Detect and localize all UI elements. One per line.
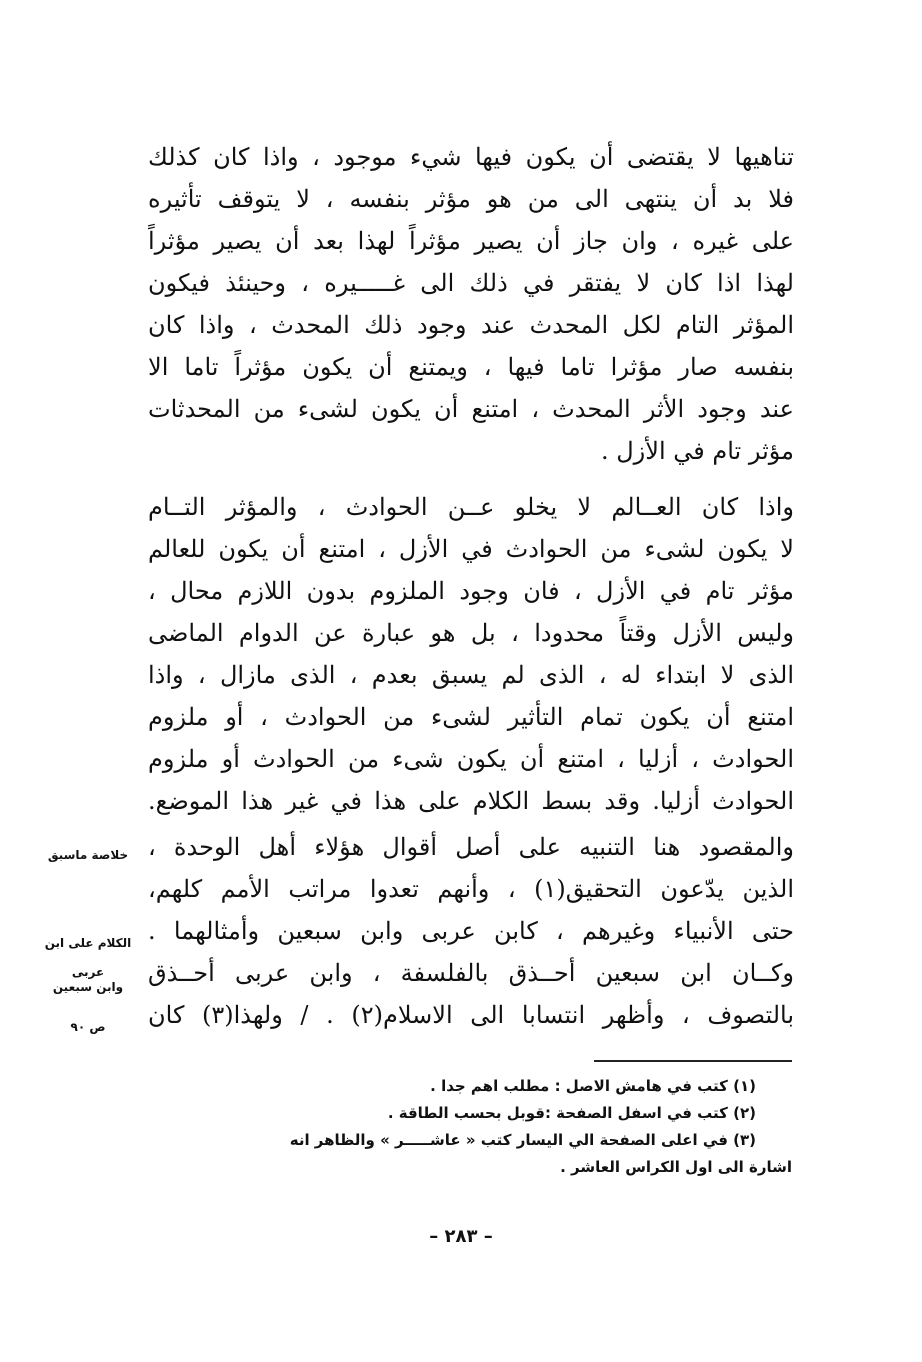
text-line: الحوادث أزليا. وقد بسط الكلام على هذا في غير هذا الموضع.: [148, 787, 794, 815]
text-line: عند وجود الأثر المحدث ، امتنع أن يكون لشىء من المحدثات: [148, 395, 794, 423]
margin-note-ibn-arabi: [30, 936, 146, 995]
footnote-1: (١) كتب في هامش الاصل : مطلب اهم جدا .: [430, 1077, 756, 1095]
footnote-2: (٢) كتب في اسفل الصفحة :قوبل بحسب الطاقة .: [387, 1104, 756, 1122]
text-line: لا يكون لشىء من الحوادث في الأزل ، امتنع أن يكون للعالم: [148, 535, 794, 563]
text-line: امتنع أن يكون تمام التأثير لشىء من الحوادث ، أو ملزوم: [148, 703, 794, 731]
footnote-3: (٣) في اعلى الصفحة الي اليسار كتب « عاشـــــر » والظاهر انه: [289, 1131, 756, 1149]
text-line: الحوادث ، أزليا ، امتنع أن يكون شىء من الحوادث أو ملزوم: [148, 745, 794, 773]
margin-note-summary-text: خلاصة ماسبق: [47, 848, 129, 862]
text-line: على غيره ، وان جاز أن يصير مؤثراً لهذا بعد أن يصير مؤثراً: [148, 227, 794, 255]
margin-note-page-ref: [30, 1020, 146, 1035]
text-line: الذى لا ابتداء له ، الذى لم يسبق بعدم ، الذى مازال ، واذا: [148, 661, 794, 689]
text-line: مؤثر تام في الأزل .: [600, 437, 794, 465]
text-line: حتى الأنبياء وغيرهم ، كابن عربى وابن سبعين وأمثالهما .: [148, 917, 794, 945]
text-line: وليس الأزل وقتاً محدودا ، بل هو عبارة عن الدوام الماضى: [148, 619, 794, 647]
text-line: لهذا اذا كان لا يفتقر في ذلك الى غـــــيره ، وحينئذ فيكون: [148, 269, 794, 297]
footnote-3-continuation: اشارة الى اول الكراس العاشر .: [560, 1158, 792, 1176]
margin-note-ibn-arabi-line2: عربى: [71, 965, 105, 979]
text-line: المؤثر التام لكل المحدث عند وجود ذلك المحدث ، واذا كان: [148, 311, 794, 339]
text-line: واذا كان العــالم لا يخلو عــن الحوادث ، والمؤثر التــام: [148, 493, 794, 521]
text-line: مؤثر تام في الأزل ، فان وجود الملزوم بدون اللازم محال ،: [148, 577, 794, 605]
text-line: الذين يدّعون التحقيق(١) ، وأنهم تعدوا مراتب الأمم كلهم،: [148, 875, 794, 903]
footnotes: [150, 1073, 792, 1181]
paragraph-gap: [148, 472, 794, 486]
text-line: بالتصوف ، وأظهر انتسابا الى الاسلام(٢) . / ولهذا(٣) كان: [148, 1001, 794, 1029]
text-line: والمقصود هنا التنبيه على أصل أقوال هؤلاء أهل الوحدة ،: [148, 833, 794, 861]
text-line: فلا بد أن ينتهى الى من هو مؤثر بنفسه ، لا يتوقف تأثيره: [148, 185, 794, 213]
main-text: [148, 136, 794, 1036]
margin-note-ibn-arabi-line3: وابن سبعين: [52, 980, 124, 994]
page-number: – ٢٨٣ –: [429, 1226, 493, 1247]
text-line: تناهيها لا يقتضى أن يكون فيها شيء موجود ، واذا كان كذلك: [148, 143, 794, 171]
margin-note-page-ref-text: ص ٩٠: [70, 1020, 106, 1034]
text-line: بنفسه صار مؤثرا تاما فيها ، ويمتنع أن يكون مؤثراً تاما الا: [148, 353, 794, 381]
text-line: وكــان ابن سبعين أحــذق بالفلسفة ، وابن عربى أحــذق: [148, 959, 794, 987]
margin-note-summary: [30, 848, 146, 863]
footnote-divider: [594, 1060, 792, 1062]
margin-note-ibn-arabi-line1: الكلام على ابن: [44, 936, 132, 950]
